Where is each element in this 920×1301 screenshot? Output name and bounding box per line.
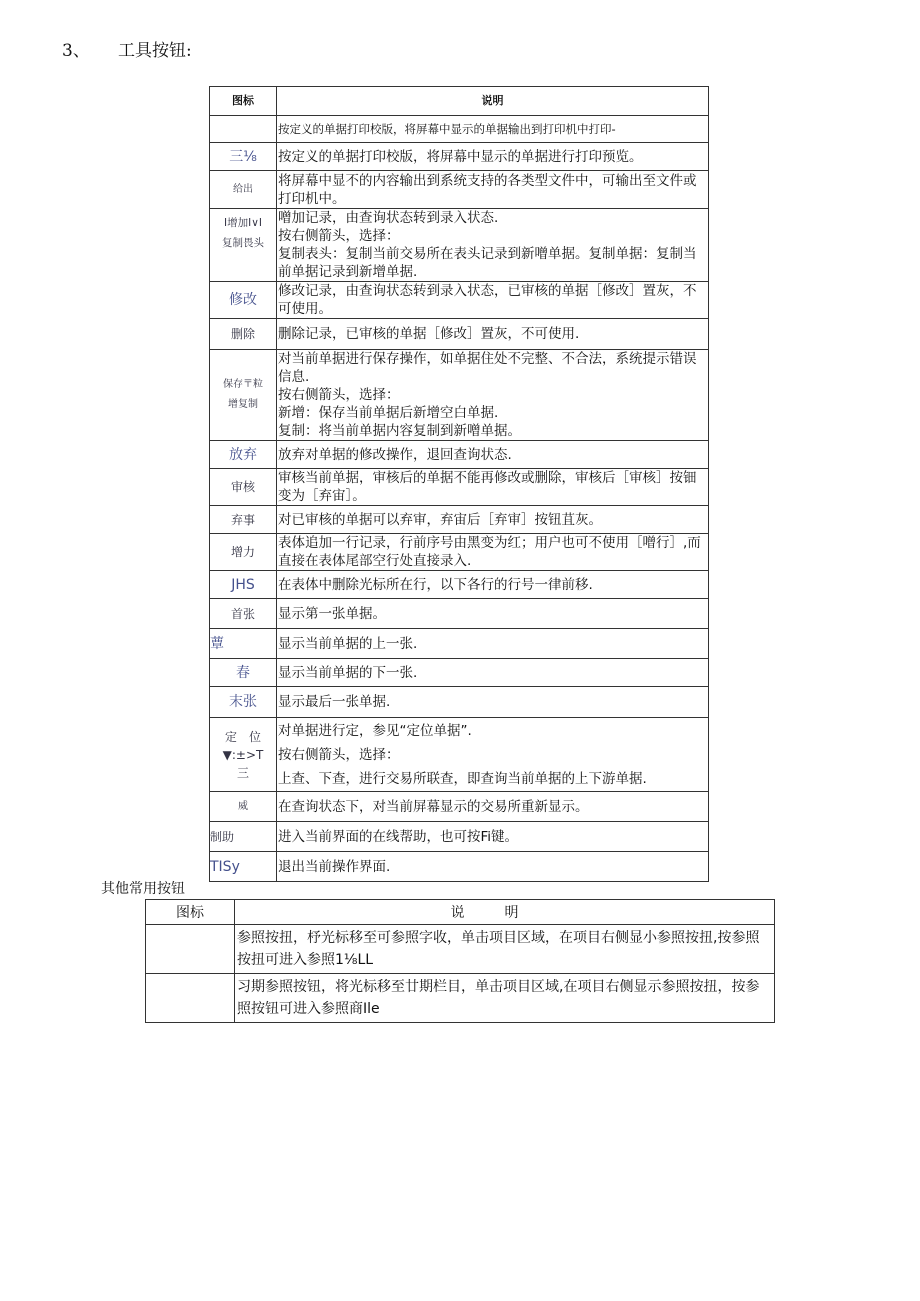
section-title: 工具按钮: (118, 41, 192, 61)
table-row (210, 143, 709, 171)
description-cell: 进入当前界面的在线帮助，也可按Fi键。 (277, 822, 709, 852)
description-cell: 显示第一张单据。 (277, 599, 709, 629)
description-cell: 噌加记录，由查询状态转到录入状态. 按右侧箭头，选择： 复制表头：复制当前交易所在表头记录到新噌单据。复制单据：复制当前单据记录到新增单据. (277, 209, 709, 282)
table-row (210, 534, 709, 571)
table-row (210, 571, 709, 599)
description-cell: 按定义的单据打印校版，将屏幕中显示的单据输出到打印机中打印- (277, 116, 709, 143)
icon-cell (146, 925, 235, 974)
description-cell: 显示当前单据的下一张. (277, 659, 709, 687)
table-row (210, 599, 709, 629)
table-header-row (146, 900, 775, 925)
icon-cell: 放弃 (210, 441, 277, 469)
icon-cell: 末张 (210, 687, 277, 718)
description-cell: 放弃对单据的修改操作，退回查询状态. (277, 441, 709, 469)
icon-cell: 威 (210, 792, 277, 822)
icon-cell: 给出 (210, 171, 277, 209)
table-row (210, 282, 709, 319)
table-row (210, 659, 709, 687)
icon-cell: 修改 (210, 282, 277, 319)
header-icon: 图标 (210, 87, 277, 116)
description-cell: 表体追加一行记录，行前序号由黑变为红；用户也可不使用［噌行］,而直接在表体尾部空行处直接录入. (277, 534, 709, 571)
description-cell: 参照按扭，杼光标移至可参照字收，单击项目区域，在项目右侧显小参照按扭,按参照按扭可进入参照1⅛LL (235, 925, 775, 974)
section-heading (62, 36, 192, 61)
description-cell: 对单据进行定，参见“定位单据”. 按右侧箭头，选择： 上查、下查，进行交易所联查，即查询当前单据的上下游单据. (277, 718, 709, 792)
icon-cell: 删除 (210, 319, 277, 350)
table-row (210, 792, 709, 822)
table-row (210, 629, 709, 659)
icon-cell: 定 位 ▼:±>T 三 (210, 718, 277, 792)
section-number: 3、 (62, 41, 90, 61)
table-row (210, 116, 709, 143)
icon-cell: JHS (210, 571, 277, 599)
description-cell: 删除记录，已审核的单据［修改］置灰，不可使用. (277, 319, 709, 350)
table-row (210, 319, 709, 350)
table-row (210, 209, 709, 282)
table-row (146, 974, 775, 1023)
description-cell: 显示当前单据的上一张. (277, 629, 709, 659)
icon-cell: 制助 (210, 822, 277, 852)
icon-cell: 弃事 (210, 506, 277, 534)
description-cell: 在表体中删除光标所在行，以下各行的行号一律前移. (277, 571, 709, 599)
icon-cell (146, 974, 235, 1023)
table-header-row (210, 87, 709, 116)
table-row (210, 469, 709, 506)
description-cell: 习期参照按钮，将光标移至廿期栏目，单击项目区域,在项目右侧显示参照按扭，按参照按钮可进入参照商Ile (235, 974, 775, 1023)
header-description: 说明 (235, 900, 775, 925)
table-row (210, 852, 709, 882)
toolbar-buttons-table (209, 86, 709, 882)
description-cell: 在查询状态下，对当前屏幕显示的交易所重新显示。 (277, 792, 709, 822)
description-cell: 退出当前操作界面. (277, 852, 709, 882)
icon-cell: TISy (210, 852, 277, 882)
header-description: 说明 (277, 87, 709, 116)
description-cell: 修改记录，由查询状态转到录入状态，已审核的单据［修改］置灰，不可使用。 (277, 282, 709, 319)
description-cell: 审核当前单据，审核后的单据不能再修改或删除，审核后［审核］按钿变为［弃宙］。 (277, 469, 709, 506)
table-row (210, 718, 709, 792)
table-row (210, 822, 709, 852)
icon-cell: 蕈 (210, 629, 277, 659)
table-row (210, 687, 709, 718)
icon-cell: 保存〒粒 增复制 (210, 350, 277, 441)
other-buttons-table (145, 899, 775, 1023)
table-row (210, 350, 709, 441)
icon-cell: 春 (210, 659, 277, 687)
table-row (210, 171, 709, 209)
description-cell: 对已审核的单据可以弃审，弃宙后［弃审］按钮苴灰。 (277, 506, 709, 534)
table-row (146, 925, 775, 974)
table-row (210, 506, 709, 534)
icon-cell: 三⅛ (210, 143, 277, 171)
table-row (210, 441, 709, 469)
header-icon: 图标 (146, 900, 235, 925)
other-buttons-title: 其他常用按钮 (101, 881, 185, 897)
icon-cell: 增力 (210, 534, 277, 571)
description-cell: 按定义的单据打印校版，将屏幕中显示的单据进行打印预览。 (277, 143, 709, 171)
icon-cell (210, 116, 277, 143)
icon-cell: 首张 (210, 599, 277, 629)
description-cell: 对当前单据进行保存操作，如单据住处不完整、不合法，系统提示错误信息. 按右侧箭头，选择： 新增：保存当前单据后新增空白单据. 复制：将当前单据内容复制到新噌单据。 (277, 350, 709, 441)
icon-cell: 审核 (210, 469, 277, 506)
description-cell: 显示最后一张单据. (277, 687, 709, 718)
description-cell: 将屏幕中显不的内容输出到系统支持的各类型文件中，可输出至文件或打印机中。 (277, 171, 709, 209)
icon-cell: I增加I∨I 复制畏头 (210, 209, 277, 282)
